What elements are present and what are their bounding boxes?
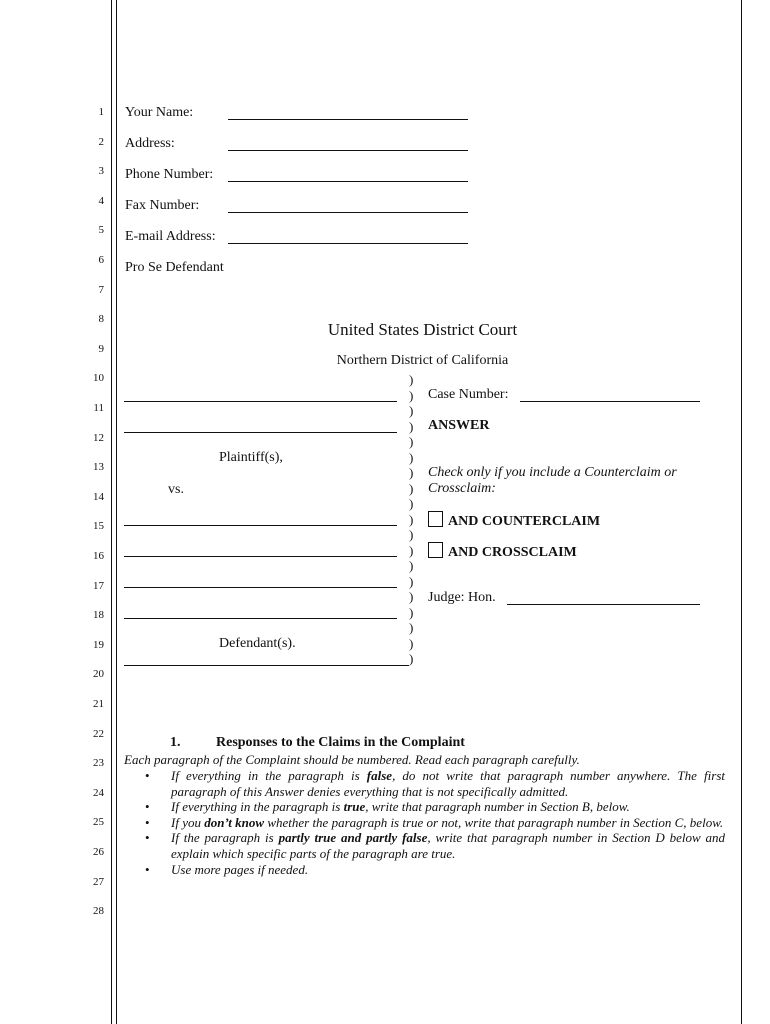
section-title: Responses to the Claims in the Complaint <box>216 735 465 750</box>
line-number: 9 <box>98 342 104 355</box>
counterclaim-option[interactable] <box>428 511 600 530</box>
margin-rule-left-inner <box>116 0 117 1024</box>
list-item: • If the paragraph is partly true and partly false, write that paragraph number in Section D below and explain which specific parts of the paragraph are true. <box>145 830 725 861</box>
judge-field[interactable] <box>507 604 700 605</box>
line-number: 13 <box>93 461 104 474</box>
email-label: E-mail Address: <box>125 229 216 244</box>
line-number: 20 <box>93 668 104 681</box>
bullet-icon: • <box>145 799 150 815</box>
defendant-name-line-2[interactable] <box>124 556 397 557</box>
line-number: 21 <box>93 698 104 710</box>
line-number: 23 <box>93 757 104 770</box>
counterclaim-checkbox[interactable] <box>428 511 443 527</box>
defendant-name-line-1[interactable] <box>124 525 397 526</box>
line-number: 26 <box>93 846 104 858</box>
line-number: 8 <box>98 313 104 326</box>
line-number: 16 <box>93 550 104 562</box>
court-name: United States District Court <box>327 320 518 339</box>
line-number: 15 <box>93 520 104 533</box>
plaintiff-name-line-2[interactable] <box>124 432 397 433</box>
line-number: 27 <box>93 875 104 888</box>
fax-field[interactable] <box>228 212 468 213</box>
instructions-list <box>145 768 725 877</box>
line-number: 4 <box>98 194 104 207</box>
section-intro: Each paragraph of the Complaint should be numbered. Read each paragraph carefully. <box>124 752 580 767</box>
case-number-field[interactable] <box>520 401 700 402</box>
caption-bottom-rule <box>124 665 409 666</box>
line-number: 7 <box>98 283 104 296</box>
margin-rule-left-outer <box>111 0 112 1024</box>
list-item: • If everything in the paragraph is true, write that paragraph number in Section B, below. <box>145 799 630 815</box>
plaintiffs-label: Plaintiff(s), <box>219 450 283 465</box>
line-number: 28 <box>93 905 104 918</box>
line-number: 2 <box>98 135 104 148</box>
bullet-icon: • <box>145 830 150 846</box>
margin-rule-right <box>741 0 742 1024</box>
line-number: 3 <box>98 165 104 178</box>
phone-field[interactable] <box>228 181 468 182</box>
line-number: 6 <box>98 254 104 266</box>
line-number: 14 <box>93 490 104 503</box>
counterclaim-check-note: Check only if you include a Counterclaim or Crossclaim: <box>428 465 677 496</box>
line-number: 12 <box>93 431 104 444</box>
judge-label: Judge: Hon. <box>428 590 496 605</box>
crossclaim-option[interactable] <box>428 542 577 561</box>
defendants-label: Defendant(s). <box>219 636 296 651</box>
line-number: 17 <box>93 579 104 592</box>
bullet-icon: • <box>145 814 150 830</box>
line-number: 25 <box>93 816 104 829</box>
defendant-name-line-4[interactable] <box>124 618 397 619</box>
your-name-label: Your Name: <box>125 105 194 120</box>
fax-label: Fax Number: <box>125 198 200 213</box>
address-label: Address: <box>125 136 175 151</box>
line-number: 5 <box>98 224 104 237</box>
line-number: 24 <box>93 786 104 799</box>
court-district: Northern District of California <box>336 353 509 368</box>
list-item: • If everything in the paragraph is false, do not write that paragraph number anywhere. The first paragraph of this Answer denies everything that is not specifically admitted. <box>145 768 725 799</box>
bullet-icon: • <box>145 861 150 877</box>
line-number: 18 <box>93 609 104 622</box>
line-number: 11 <box>93 402 104 414</box>
email-field[interactable] <box>228 243 468 244</box>
counterclaim-label: AND COUNTERCLAIM <box>448 514 601 529</box>
line-number: 22 <box>93 727 104 740</box>
pro-se-label: Pro Se Defendant <box>125 260 224 275</box>
defendant-name-line-3[interactable] <box>124 587 397 588</box>
line-number: 10 <box>93 372 104 385</box>
caption-parenthesis-column: ) ) ) ) ) ) ) ) ) ) ) ) ) ) ) ) ) ) ) <box>409 372 414 666</box>
line-number: 1 <box>98 106 104 118</box>
phone-label: Phone Number: <box>125 167 214 182</box>
document-title: ANSWER <box>428 418 490 433</box>
vs-label: vs. <box>168 482 184 497</box>
bullet-icon: • <box>145 768 150 783</box>
crossclaim-label: AND CROSSCLAIM <box>448 545 577 560</box>
section-number: 1. <box>170 735 181 750</box>
line-number: 19 <box>93 638 104 651</box>
case-number-label: Case Number: <box>428 387 509 402</box>
your-name-field[interactable] <box>228 119 468 120</box>
plaintiff-name-line-1[interactable] <box>124 401 397 402</box>
address-field[interactable] <box>228 150 468 151</box>
list-item: • Use more pages if needed. <box>145 861 309 877</box>
crossclaim-checkbox[interactable] <box>428 542 443 558</box>
list-item: • If you don’t know whether the paragraph is true or not, write that paragraph number in Section C, below. <box>145 814 724 830</box>
